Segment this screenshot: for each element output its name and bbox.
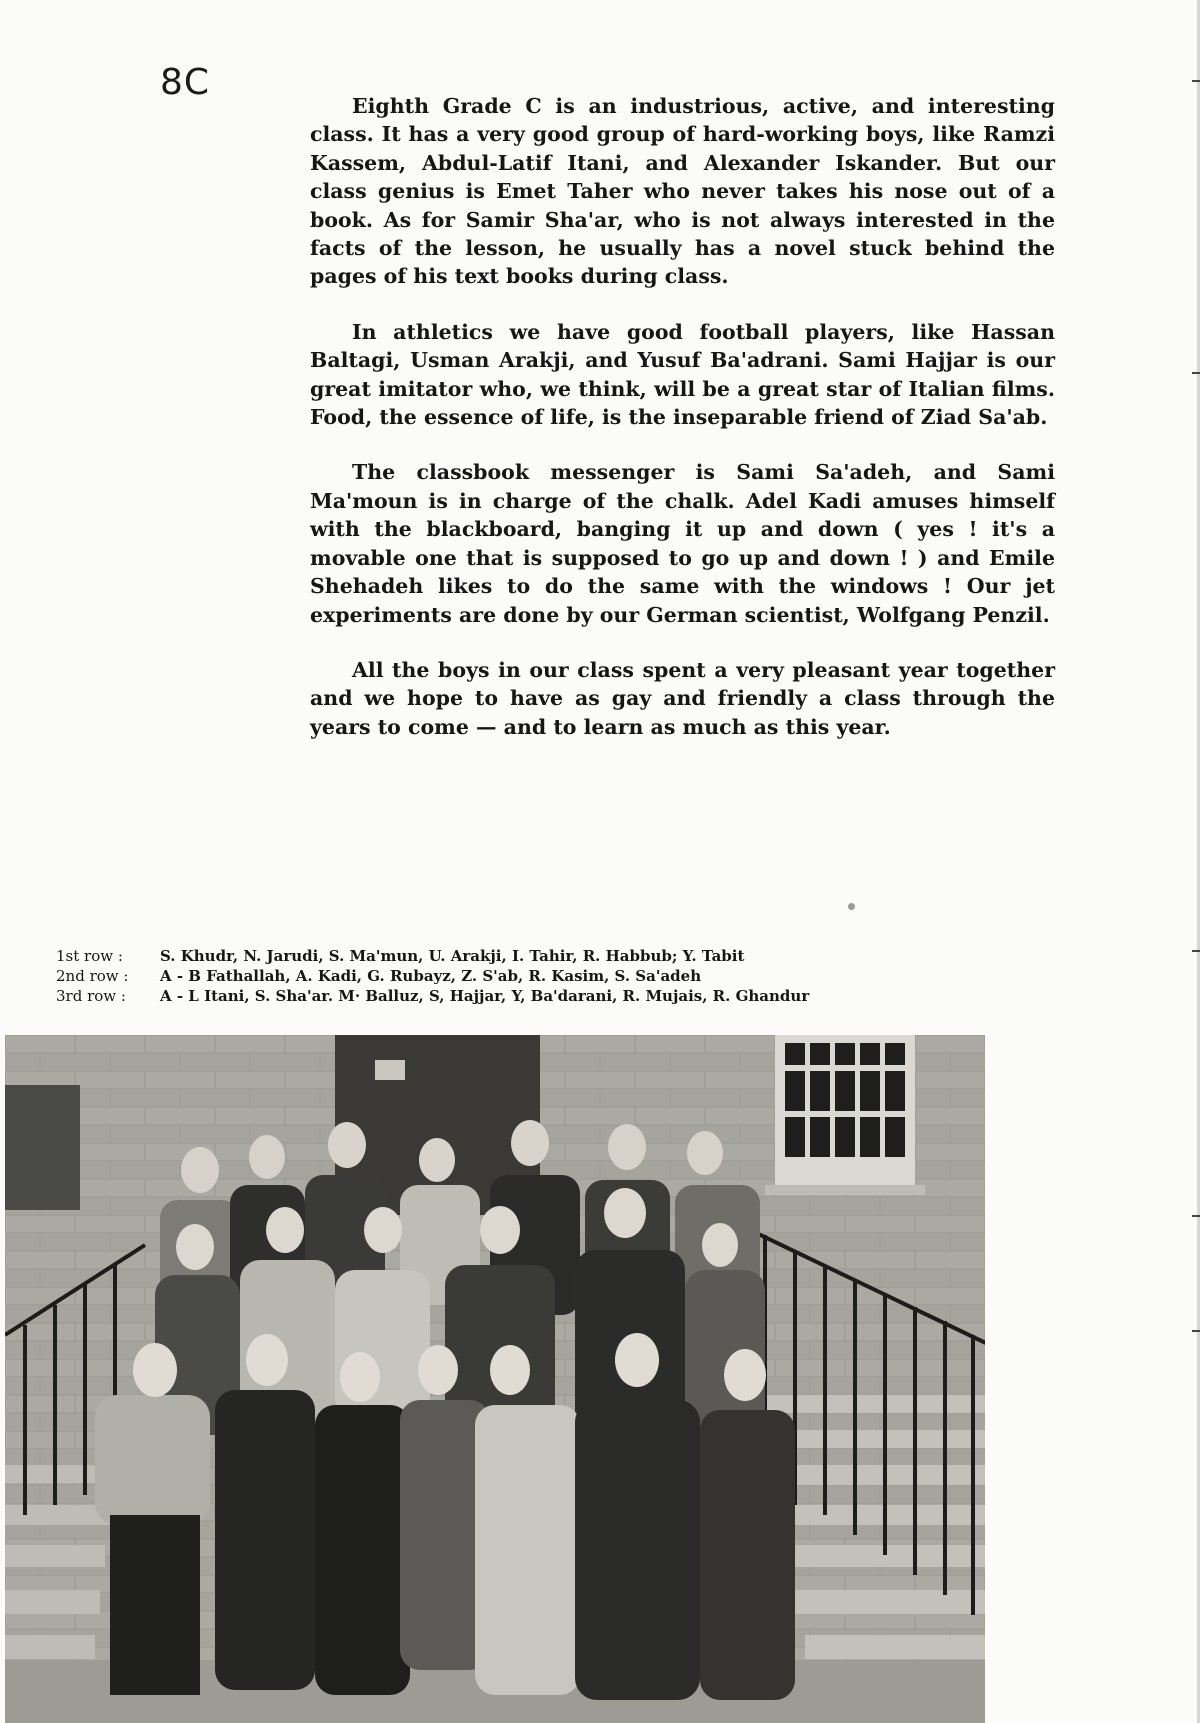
caption-row-names: A - L Itani, S. Sha'ar. M· Balluz, S, Hajjar, Y, Ba'darani, R. Mujais, R. Ghandur	[160, 987, 810, 1005]
margin-tick	[1192, 80, 1200, 82]
margin-tick	[1192, 1215, 1200, 1217]
margin-tick	[1192, 372, 1200, 374]
caption-row-names: S. Khudr, N. Jarudi, S. Ma'mun, U. Arakji, I. Tahir, R. Habbub; Y. Tabit	[160, 947, 745, 965]
class-group-photo	[5, 1035, 985, 1723]
caption-row	[56, 986, 936, 1006]
caption-row	[56, 946, 936, 966]
article-paragraph: Eighth Grade C is an industrious, active, and interesting class. It has a very good group of hard-working boys, like Ramzi Kassem, Abdul-Latif Itani, and Alexander Iskander. But our class genius is Emet Taher who never takes his nose out of a book. As for Samir Sha'ar, who is not always interested in the facts of the lesson, he usually has a novel stuck behind the pages of his text books during class.	[310, 94, 1055, 289]
class-article	[310, 92, 1055, 768]
article-paragraph: In athletics we have good football players, like Hassan Baltagi, Usman Arakji, and Yusuf Ba'adrani. Sami Hajjar is our great imitator who, we think, will be a great star of Italian films. Food, the essence of life, is the inseparable friend of Ziad Sa'ab.	[310, 319, 1055, 430]
caption-row-label: 2nd row :	[56, 967, 129, 985]
caption-row-label: 3rd row :	[56, 987, 126, 1005]
article-paragraph: All the boys in our class spent a very pleasant year together and we hope to have as gay and friendly a class through the years to come — and to learn as much as this year.	[310, 657, 1055, 739]
section-label: 8C	[160, 62, 211, 103]
scan-speck	[848, 903, 855, 910]
margin-tick	[1192, 950, 1200, 952]
article-paragraph: The classbook messenger is Sami Sa'adeh, and Sami Ma'moun is in charge of the chalk. Adel Kadi amuses himself with the blackboard, banging it up and down ( yes ! it's a movable one that is supposed to go up and down ! ) and Emile Shehadeh likes to do the same with the windows ! Our jet experiments are done by our German scientist, Wolfgang Penzil.	[310, 460, 1055, 627]
caption-row-names: A - B Fathallah, A. Kadi, G. Rubayz, Z. S'ab, R. Kasim, S. Sa'adeh	[160, 967, 702, 985]
caption-row-label: 1st row :	[56, 947, 123, 965]
caption-row	[56, 966, 936, 986]
photo-caption	[56, 946, 936, 1006]
margin-tick	[1192, 1330, 1200, 1332]
photo-illustration	[5, 1035, 985, 1723]
